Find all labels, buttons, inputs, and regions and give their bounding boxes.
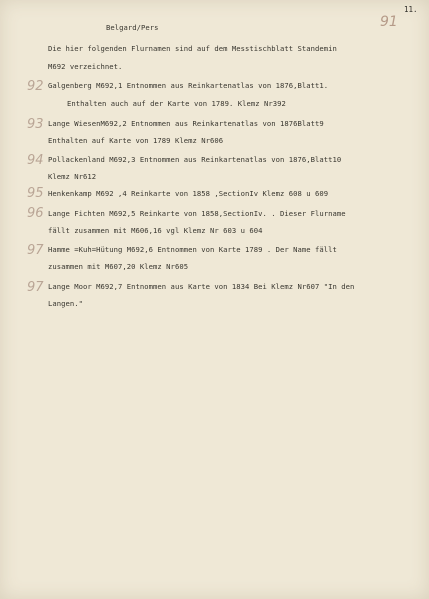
margin-number: 92: [27, 79, 44, 94]
margin-number: 96: [27, 206, 44, 221]
entry-line: Lange Fichten M692,5 Reinkarte von 1858,SectionIv. . Dieser Flurname: [48, 209, 346, 218]
intro-line: Die hier folgenden Flurnamen sind auf dem Messtischblatt Standemin: [48, 44, 337, 53]
entry-line: Pollackenland M692,3 Entnommen aus Reinkartenatlas von 1876,Blatt10: [48, 155, 342, 164]
margin-number: 97: [27, 280, 44, 295]
entry-line: Enthalten auf Karte von 1789 Klemz Nr606: [48, 136, 224, 145]
entry-line: Klemz Nr612: [48, 172, 97, 181]
page-number: 11.: [404, 5, 418, 14]
intro-line: M692 verzeichnet.: [48, 62, 123, 71]
margin-number: 97: [27, 243, 44, 258]
margin-number: 95: [27, 186, 44, 201]
entry-line: fällt zusammen mit M606,16 vgl Klemz Nr 603 u 604: [48, 226, 263, 235]
entry-line: Hamme =Kuh=Hütung M692,6 Entnommen von Karte 1789 . Der Name fällt: [48, 245, 337, 254]
entry-line: Langen.": [48, 299, 84, 308]
entry-line: Lange Moor M692,7 Entnommen aus Karte von 1834 Bei Klemz Nr607 "In den: [48, 282, 355, 291]
entry-line: Enthalten auch auf der Karte von 1789. Klemz Nr392: [67, 99, 286, 108]
entry-line: Lange WiesenM692,2 Entnommen aus Reinkartenatlas von 1876Blatt9: [48, 119, 324, 128]
entry-line: Henkenkamp M692 ,4 Reinkarte von 1858 ,SectionIv Klemz 608 u 609: [48, 189, 329, 198]
margin-number: 93: [27, 117, 44, 132]
entry-line: Galgenberg M692,1 Entnommen aus Reinkartenatlas von 1876,Blatt1.: [48, 81, 329, 90]
handwritten-folio-number: 91: [380, 14, 398, 30]
document-heading: Belgard/Pers: [106, 23, 159, 32]
margin-number: 94: [27, 153, 44, 168]
entry-line: zusammen mit M607,20 Klemz Nr605: [48, 262, 189, 271]
